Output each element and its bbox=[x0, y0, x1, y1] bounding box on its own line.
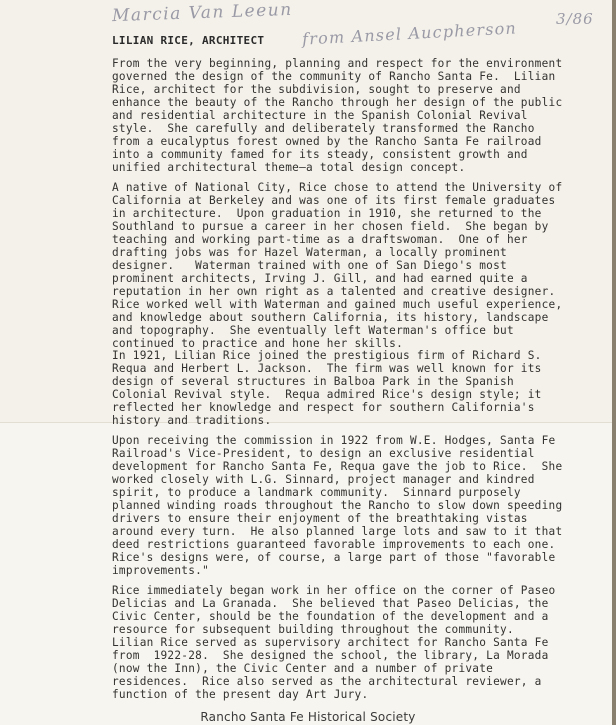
handwritten-name: Marcia Van Leeun bbox=[111, 0, 293, 27]
paragraph-requa-firm: In 1921, Lilian Rice joined the prestigious firm of Richard S. Requa and Herbert L. Jackson. The firm was well known for its design of several structures in Balboa Park in the Spanish Colonial Revival style. Requa admired Rice's design style; it reflected her knowledge and respect for southern California's history and traditions. bbox=[112, 349, 542, 427]
page-edge bbox=[612, 0, 616, 725]
paragraph-intro: From the very beginning, planning and respect for the environment governed the design of the community of Rancho Santa Fe. Lilian Rice, architect for the subdivision, sought to preserve and enhance the beauty of the Rancho through her design of the public and residential architecture in the Spanish Colonial Revival style. She carefully and deliberately transformed the Rancho from a eucalyptus forest owned by the Rancho Santa Fe railroad into a community famed for its steady, consistent growth and unified architectural theme—a total design concept. bbox=[112, 57, 563, 174]
paragraph-office: Rice immediately began work in her office on the corner of Paseo Delicias and La Granada. She believed that Paseo Delicias, the Civic Center, should be the foundation of the development and a resource for subsequent building throughout the community. Lilian Rice served as supervisory architect for Rancho Santa Fe from 1922-28. She designed the school, the library, La Morada (now the Inn), the Civic Center and a number of private residences. Rice also served as the architectural reviewer, a function of the present day Art Jury. bbox=[112, 584, 556, 701]
document-title: LILIAN RICE, ARCHITECT bbox=[112, 34, 265, 47]
watermark: Rancho Santa Fe Historical Society bbox=[200, 710, 416, 724]
handwritten-date: 3/86 bbox=[556, 10, 594, 28]
paragraph-education: A native of National City, Rice chose to attend the University of California at Berkeley and was one of its first female graduates in architecture. Upon graduation in 1910, she returned to the Southland to pursue a career in her chosen field. She began by teaching and working part-time as a draftswoman. One of her drafting jobs was for Hazel Waterman, a locally prominent designer. Waterman trained with one of San Diego's most prominent architects, Irving J. Gill, and had earned quite a reputation in her own right as a talented and creative designer. Rice worked well with Waterman and gained much useful experience, and knowledge about southern California, its history, landscape and topography. She eventually left Waterman's office but continued to practice and hone her skills. bbox=[112, 181, 563, 350]
paragraph-commission: Upon receiving the commission in 1922 from W.E. Hodges, Santa Fe Railroad's Vice-President, to design an exclusive residential development for Rancho Santa Fe, Requa gave the job to Rice. She worked closely with L.G. Sinnard, project manager and kindred spirit, to produce a landmark community. Sinnard purposely planned winding roads throughout the Rancho to slow down speeding drivers to ensure their enjoyment of the breathtaking vistas around every turn. He also planned large lots and saw to it that deed restrictions guaranteed favorable improvements to each one. Rice's designs were, of course, a large part of those "favorable improvements." bbox=[112, 434, 563, 577]
handwritten-note: from Ansel Aucpherson bbox=[301, 18, 518, 49]
